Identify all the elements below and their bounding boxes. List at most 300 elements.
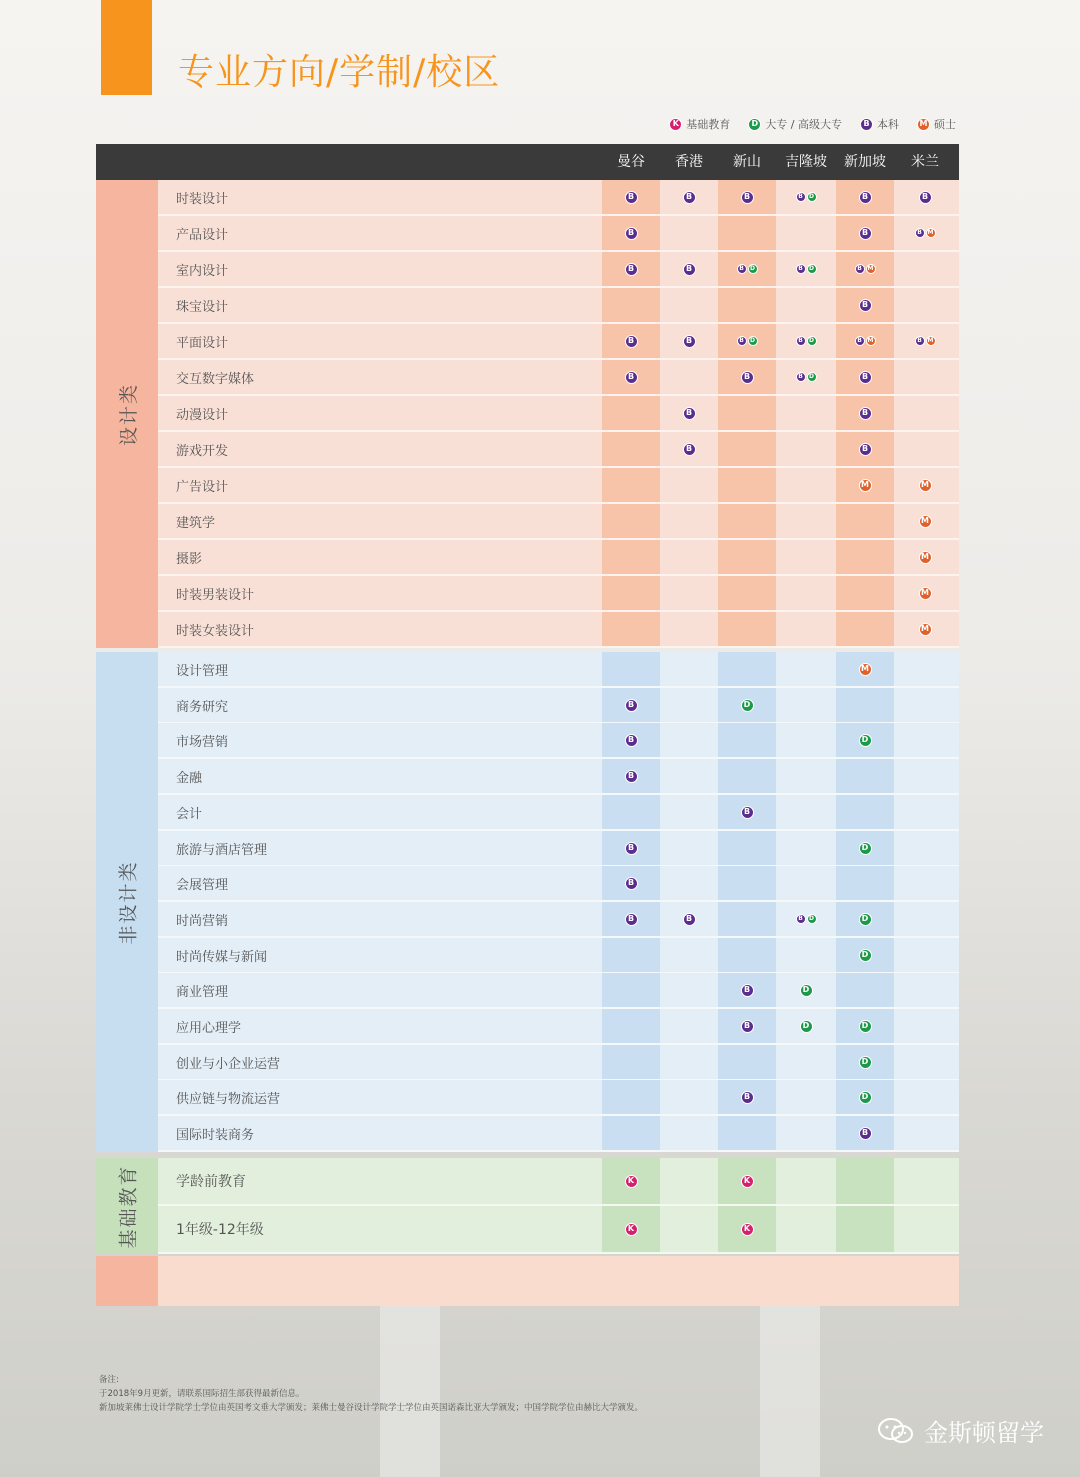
badge-B: B (683, 407, 696, 420)
table-cell (777, 1045, 835, 1079)
table-cell (777, 1158, 835, 1204)
table-row (158, 504, 959, 540)
table-cell (896, 288, 954, 322)
table-row (158, 180, 959, 216)
table-cell (660, 432, 718, 466)
table-cell (718, 973, 776, 1007)
table-cell (718, 324, 776, 358)
badge-B: B (625, 263, 638, 276)
table-cell (777, 576, 835, 610)
table-cell (660, 1045, 718, 1079)
badge-B: B (625, 913, 638, 926)
table-cell (602, 652, 660, 686)
table-cell (777, 938, 835, 972)
notes (99, 1373, 643, 1415)
legend-label: 大专 / 高级大专 (765, 118, 842, 131)
table-cell (718, 795, 776, 829)
table-cell (718, 652, 776, 686)
table-cell (777, 360, 835, 394)
table-cell (777, 1080, 835, 1114)
program-name: 广告设计 (176, 479, 229, 495)
table-cell (718, 504, 776, 538)
brand-watermark (876, 1413, 1044, 1448)
table-row (158, 360, 959, 396)
program-name: 建筑学 (176, 515, 216, 531)
section-design (96, 180, 959, 648)
table-cell (660, 468, 718, 502)
table-cell (602, 180, 660, 214)
section-nondesign (96, 652, 959, 1152)
badge-K: K (625, 1175, 638, 1188)
table-row (158, 468, 959, 504)
table-cell (602, 866, 660, 900)
badge-D: D (807, 192, 817, 202)
table-row (158, 938, 959, 974)
badge-B: B (796, 264, 806, 274)
badge-B: B (737, 264, 747, 274)
badge-B: B (859, 299, 872, 312)
program-name: 1年级-12年级 (176, 1222, 264, 1238)
table-cell (718, 759, 776, 793)
table-cell (836, 938, 894, 972)
badge-B: B (796, 372, 806, 382)
badge-B: B (796, 336, 806, 346)
table-cell (896, 652, 954, 686)
table-cell (896, 723, 954, 757)
table-cell (718, 252, 776, 286)
badge-B: B (625, 191, 638, 204)
table-cell (896, 795, 954, 829)
table-row (158, 795, 959, 831)
table-row (158, 831, 959, 867)
table-cell (602, 1080, 660, 1114)
table-cell (777, 1009, 835, 1043)
table-cell (718, 216, 776, 250)
legend-item-B (860, 116, 899, 132)
table-cell (718, 1080, 776, 1114)
table-cell (836, 723, 894, 757)
table-cell (718, 432, 776, 466)
program-name: 会计 (176, 806, 203, 822)
table-cell (836, 396, 894, 430)
table-row (158, 688, 959, 724)
table-row (158, 288, 959, 324)
table-cell (896, 396, 954, 430)
table-cell (777, 902, 835, 936)
section-label-text: 设计类 (117, 382, 140, 446)
page-title: 专业方向/学制/校区 (178, 52, 501, 93)
table-cell (777, 759, 835, 793)
legend-item-D (748, 116, 842, 132)
badge-D: D (741, 699, 754, 712)
section-label (96, 180, 158, 648)
table-cell (836, 1158, 894, 1204)
column-header: 吉隆坡 (785, 154, 827, 170)
table-cell (836, 432, 894, 466)
table-cell (896, 938, 954, 972)
badge-M: M (926, 336, 936, 346)
table-cell (896, 432, 954, 466)
table-cell (660, 938, 718, 972)
badge-D: D (859, 1056, 872, 1069)
table-cell (777, 216, 835, 250)
table-cell (660, 795, 718, 829)
legend-item-K (669, 116, 730, 132)
table-row (158, 1158, 959, 1206)
table-row (158, 396, 959, 432)
section-label-text: 非设计类 (117, 859, 140, 945)
table-cell (896, 1158, 954, 1204)
notes-line-2: 新加坡莱佛士设计学院学士学位由英国考文垂大学颁发；莱佛士曼谷设计学院学士学位由英国诺森比亚大学颁发；中国学院学位由赫比大学颁发。 (99, 1403, 644, 1413)
table-cell (602, 723, 660, 757)
table-cell (836, 1080, 894, 1114)
table-cell (777, 432, 835, 466)
table-cell (896, 324, 954, 358)
badge-B: B (737, 336, 747, 346)
badge-D: D (859, 734, 872, 747)
table-cell (660, 360, 718, 394)
table-cell (718, 612, 776, 646)
section-label (96, 652, 158, 1152)
program-name: 学龄前教育 (176, 1174, 246, 1190)
program-name: 创业与小企业运营 (176, 1056, 281, 1072)
table-cell (660, 1009, 718, 1043)
table-row (158, 252, 959, 288)
table-cell (660, 612, 718, 646)
brand-name: 金斯顿留学 (924, 1419, 1044, 1447)
table-cell (602, 938, 660, 972)
program-name: 珠宝设计 (176, 299, 229, 315)
badge-D: D (807, 336, 817, 346)
section-label-text: 基础教育 (117, 1163, 140, 1249)
badge-M: M (917, 118, 930, 131)
table-cell (660, 396, 718, 430)
table-cell (660, 1158, 718, 1204)
badge-B: B (860, 118, 873, 131)
badge-M: M (866, 336, 876, 346)
badge-B: B (915, 228, 925, 238)
program-name: 摄影 (176, 551, 203, 567)
table-cell (602, 504, 660, 538)
table-cell (836, 252, 894, 286)
table-cell (896, 360, 954, 394)
column-header: 米兰 (911, 154, 939, 170)
table-cell (777, 468, 835, 502)
badge-B: B (625, 371, 638, 384)
table-cell (836, 540, 894, 574)
badge-D: D (807, 372, 817, 382)
table-cell (602, 973, 660, 1007)
accent-bar (101, 0, 152, 95)
table-cell (602, 831, 660, 865)
badge-B: B (625, 877, 638, 890)
table-cell (836, 688, 894, 722)
table-row (158, 540, 959, 576)
table-cell (660, 288, 718, 322)
badge-B: B (683, 443, 696, 456)
table-cell (660, 866, 718, 900)
badge-B: B (683, 191, 696, 204)
table-cell (896, 1009, 954, 1043)
table-cell (718, 688, 776, 722)
badge-B: B (855, 264, 865, 274)
table-cell (896, 504, 954, 538)
table-cell (777, 540, 835, 574)
badge-K: K (741, 1223, 754, 1236)
table-cell (718, 1045, 776, 1079)
column-header: 曼谷 (617, 154, 645, 170)
table-cell (602, 216, 660, 250)
table-row (158, 759, 959, 795)
program-name: 动漫设计 (176, 407, 229, 423)
table-cell (602, 795, 660, 829)
table-cell (660, 252, 718, 286)
table-cell (836, 759, 894, 793)
table-cell (896, 902, 954, 936)
table-cell (836, 902, 894, 936)
table-cell (836, 973, 894, 1007)
badge-B: B (915, 336, 925, 346)
table-cell (602, 396, 660, 430)
table-cell (777, 288, 835, 322)
table-cell (602, 468, 660, 502)
table-row (158, 973, 959, 1009)
badge-M: M (919, 587, 932, 600)
table-footer-strip (96, 1256, 959, 1306)
table-cell (660, 723, 718, 757)
table-cell (896, 866, 954, 900)
table-row (158, 612, 959, 648)
table-cell (836, 652, 894, 686)
table-cell (896, 831, 954, 865)
table-row (158, 902, 959, 938)
badge-B: B (741, 1020, 754, 1033)
badge-B: B (625, 699, 638, 712)
program-name: 平面设计 (176, 335, 229, 351)
table-cell (836, 612, 894, 646)
badge-D: D (859, 949, 872, 962)
table-footer-strip-left (96, 1256, 158, 1306)
legend (669, 116, 956, 132)
program-name: 时尚营销 (176, 913, 229, 929)
table-cell (777, 504, 835, 538)
table-cell (602, 360, 660, 394)
table-cell (896, 759, 954, 793)
table-cell (836, 288, 894, 322)
table-cell (777, 180, 835, 214)
table-cell (602, 540, 660, 574)
table-cell (777, 1206, 835, 1252)
table-cell (660, 902, 718, 936)
program-name: 国际时装商务 (176, 1127, 255, 1143)
table-cell (718, 1206, 776, 1252)
table-row (158, 866, 959, 902)
badge-B: B (625, 842, 638, 855)
table-cell (777, 396, 835, 430)
table-cell (777, 652, 835, 686)
table-cell (602, 576, 660, 610)
table-cell (836, 576, 894, 610)
table-cell (660, 1116, 718, 1150)
table-cell (718, 360, 776, 394)
table-cell (836, 1009, 894, 1043)
section-label (96, 1158, 158, 1254)
badge-D: D (800, 984, 813, 997)
legend-label: 本科 (877, 118, 899, 131)
badge-B: B (741, 1091, 754, 1104)
badge-K: K (741, 1175, 754, 1188)
badge-K: K (625, 1223, 638, 1236)
badge-D: D (859, 842, 872, 855)
table-cell (896, 216, 954, 250)
table-cell (718, 1116, 776, 1150)
table-cell (602, 759, 660, 793)
badge-B: B (919, 191, 932, 204)
notes-line-1: 于2018年9月更新，请联系国际招生部获得最新信息。 (99, 1389, 305, 1399)
badge-D: D (748, 264, 758, 274)
table-cell (660, 180, 718, 214)
table-row (158, 723, 959, 759)
table-row (158, 324, 959, 360)
table-cell (836, 1045, 894, 1079)
table-cell (602, 1009, 660, 1043)
badge-B: B (859, 371, 872, 384)
program-name: 会展管理 (176, 877, 229, 893)
badge-B: B (683, 263, 696, 276)
table-cell (836, 180, 894, 214)
badge-D: D (748, 118, 761, 131)
table-cell (602, 1116, 660, 1150)
badge-K: K (669, 118, 682, 131)
table-cell (718, 938, 776, 972)
table-row (158, 1080, 959, 1116)
table-cell (660, 1080, 718, 1114)
program-name: 市场营销 (176, 734, 229, 750)
badge-B: B (796, 914, 806, 924)
table-cell (896, 688, 954, 722)
table-cell (836, 468, 894, 502)
table-header (96, 144, 959, 180)
table-cell (660, 540, 718, 574)
table-row (158, 1045, 959, 1081)
column-header: 新加坡 (844, 154, 886, 170)
table-cell (660, 688, 718, 722)
table-cell (718, 902, 776, 936)
badge-D: D (859, 1091, 872, 1104)
legend-label: 基础教育 (686, 118, 731, 131)
table-cell (777, 866, 835, 900)
section-basic (96, 1158, 959, 1254)
badge-B: B (859, 191, 872, 204)
table-cell (718, 723, 776, 757)
table-cell (777, 252, 835, 286)
table-cell (896, 1080, 954, 1114)
badge-B: B (625, 734, 638, 747)
table-row (158, 652, 959, 688)
table-cell (896, 1206, 954, 1252)
program-name: 时装男装设计 (176, 587, 255, 603)
table-cell (718, 866, 776, 900)
table-cell (602, 688, 660, 722)
badge-B: B (859, 227, 872, 240)
table-cell (660, 1206, 718, 1252)
badge-M: M (859, 479, 872, 492)
table-cell (660, 831, 718, 865)
program-name: 时尚传媒与新闻 (176, 949, 268, 965)
badge-D: D (748, 336, 758, 346)
table-row (158, 1116, 959, 1152)
badge-B: B (741, 806, 754, 819)
program-name: 时装设计 (176, 191, 229, 207)
notes-heading: 备注: (99, 1375, 119, 1385)
badge-B: B (859, 443, 872, 456)
table-cell (836, 504, 894, 538)
table-cell (836, 1206, 894, 1252)
table-cell (718, 540, 776, 574)
legend-label: 硕士 (934, 118, 956, 131)
wechat-icon (876, 1416, 916, 1446)
table-cell (777, 324, 835, 358)
table-cell (896, 576, 954, 610)
table-cell (660, 216, 718, 250)
badge-M: M (919, 551, 932, 564)
badge-B: B (741, 371, 754, 384)
column-header: 新山 (733, 154, 761, 170)
table-cell (896, 468, 954, 502)
badge-B: B (741, 984, 754, 997)
legend-item-M (917, 116, 956, 132)
badge-M: M (866, 264, 876, 274)
badge-M: M (919, 515, 932, 528)
table-cell (836, 866, 894, 900)
table-cell (777, 612, 835, 646)
program-name: 产品设计 (176, 227, 229, 243)
program-name: 游戏开发 (176, 443, 229, 459)
column-header: 香港 (675, 154, 703, 170)
table-cell (602, 1206, 660, 1252)
table-cell (660, 324, 718, 358)
table-cell (836, 831, 894, 865)
badge-B: B (625, 227, 638, 240)
table-cell (896, 1116, 954, 1150)
program-name: 室内设计 (176, 263, 229, 279)
table-cell (718, 1009, 776, 1043)
badge-B: B (683, 335, 696, 348)
table-cell (660, 576, 718, 610)
table-cell (602, 612, 660, 646)
program-name: 供应链与物流运营 (176, 1091, 281, 1107)
table-cell (602, 324, 660, 358)
badge-D: D (859, 1020, 872, 1033)
program-name: 旅游与酒店管理 (176, 842, 268, 858)
table-cell (602, 288, 660, 322)
table-cell (836, 1116, 894, 1150)
badge-M: M (919, 623, 932, 636)
badge-M: M (919, 479, 932, 492)
table-cell (896, 973, 954, 1007)
badge-B: B (859, 407, 872, 420)
table-cell (718, 468, 776, 502)
program-name: 时装女装设计 (176, 623, 255, 639)
table-cell (896, 252, 954, 286)
table-cell (660, 973, 718, 1007)
badge-M: M (926, 228, 936, 238)
table-row (158, 576, 959, 612)
table-cell (602, 1158, 660, 1204)
table-cell (602, 1045, 660, 1079)
table-cell (718, 396, 776, 430)
program-name: 应用心理学 (176, 1020, 242, 1036)
